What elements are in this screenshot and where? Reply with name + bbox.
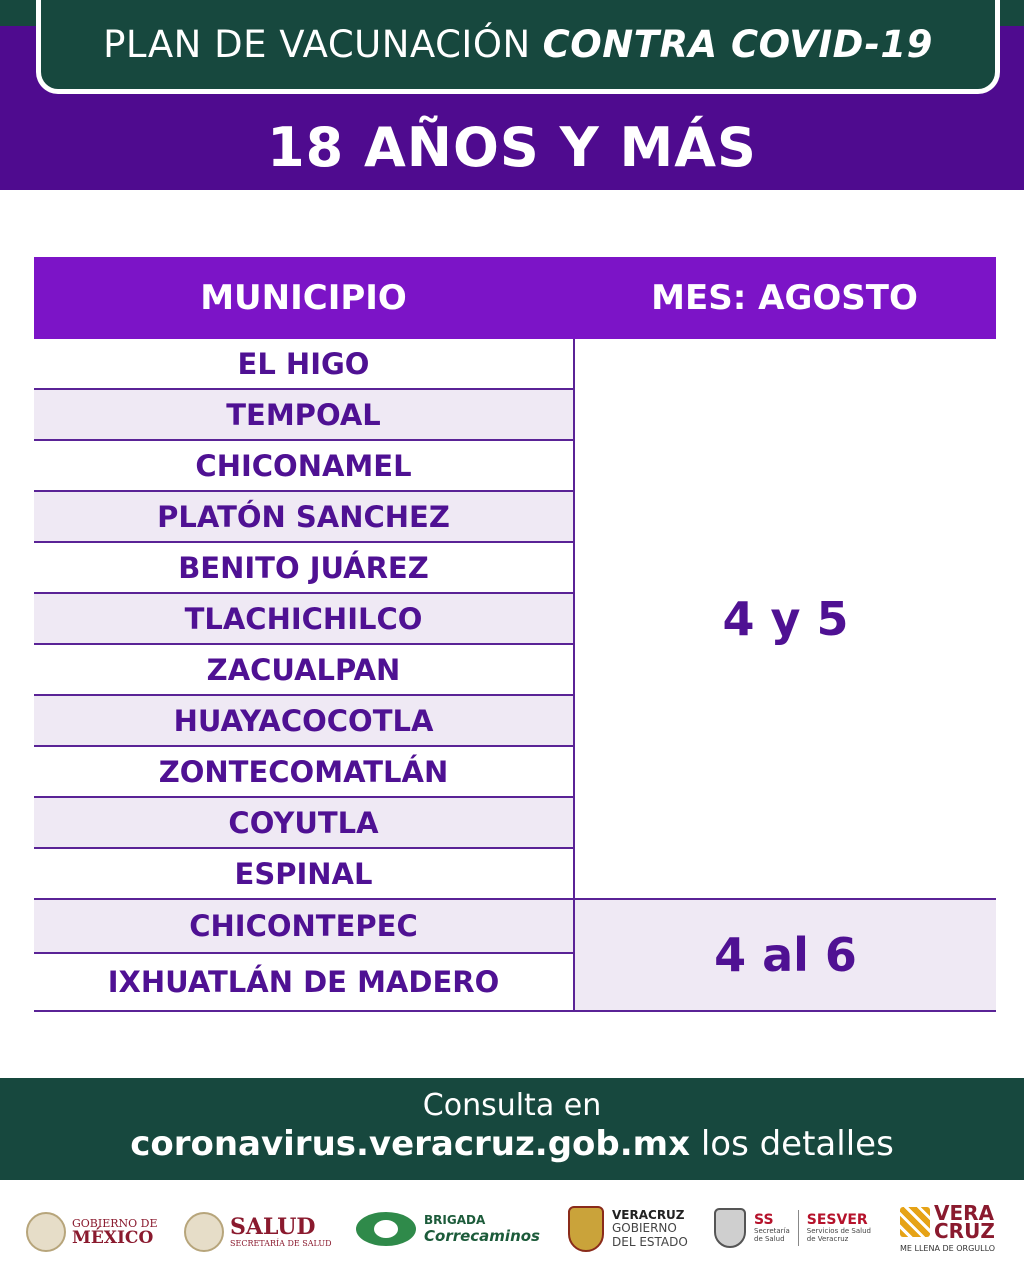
salud-logo [184, 1212, 332, 1252]
footer-line2 [0, 1124, 1024, 1164]
table-row: ESPINAL [34, 849, 573, 900]
brigada-line2: Correcaminos [424, 1227, 540, 1245]
brigada-correcaminos-logo [356, 1212, 540, 1246]
table-row: IXHUATLÁN DE MADERO [34, 954, 573, 1012]
veracruz-orgullo-logo [900, 1201, 996, 1253]
table-row: COYUTLA [34, 798, 573, 849]
title-tab [36, 0, 1000, 94]
table-row: HUAYACOCOTLA [34, 696, 573, 747]
footer-url[interactable]: coronavirus.veracruz.gob.mx [130, 1124, 691, 1164]
header-banner [0, 0, 1024, 190]
footer-line1: Consulta en [422, 1088, 602, 1123]
mes-column [573, 339, 996, 1012]
ss-line3: de Salud [754, 1235, 785, 1243]
table-row: ZONTECOMATLÁN [34, 747, 573, 798]
gobierno-line1: GOBIERNO DE [72, 1216, 158, 1230]
ss-sesver-logo [714, 1208, 871, 1248]
sesver-line1: SESVER [806, 1212, 868, 1229]
sesver-line3: de Veracruz [806, 1235, 849, 1243]
table-row: CHICONTEPEC [34, 900, 573, 954]
table-header [34, 257, 996, 339]
roadrunner-icon [356, 1212, 416, 1246]
table-row: TLACHICHILCO [34, 594, 573, 645]
vera-line2: CRUZ [934, 1219, 995, 1243]
table-row: ZACUALPAN [34, 645, 573, 696]
footer-suffix: los detalles [700, 1124, 894, 1164]
municipio-column [34, 339, 573, 1012]
dates-group-a: 4 y 5 [575, 339, 996, 900]
column-header-municipio: MUNICIPIO [200, 278, 407, 318]
salud-line2: SECRETARÍA DE SALUD [230, 1239, 332, 1249]
column-header-mes: MES: AGOSTO [651, 278, 918, 318]
title-light: PLAN DE VACUNACIÓN [103, 23, 531, 66]
logo-strip [0, 1190, 1024, 1280]
building-shield-icon [714, 1208, 746, 1248]
veracruz-gob-line1: VERACRUZ [612, 1208, 685, 1223]
table-row: CHICONAMEL [34, 441, 573, 492]
sesver-line2: Servicios de Salud [806, 1227, 871, 1236]
gobierno-mexico-logo [26, 1212, 158, 1252]
dates-group-b: 4 al 6 [575, 900, 996, 1012]
table-row: PLATÓN SANCHEZ [34, 492, 573, 543]
logo-divider [798, 1210, 799, 1246]
table-row: BENITO JUÁREZ [34, 543, 573, 594]
title-bold: CONTRA COVID-19 [542, 23, 933, 66]
veracruz-pattern-icon [900, 1207, 930, 1237]
eagle-seal-icon [26, 1212, 66, 1252]
brigada-line1: BRIGADA [424, 1213, 486, 1227]
vaccination-table [34, 257, 996, 1012]
table-row: EL HIGO [34, 339, 573, 390]
veracruz-gob-line2: GOBIERNO [612, 1221, 677, 1236]
vera-line1: VERA [934, 1201, 995, 1225]
ss-line1: SS [754, 1212, 774, 1229]
gobierno-line2: MÉXICO [72, 1227, 154, 1248]
table-body [34, 339, 996, 1012]
salud-line1: SALUD [230, 1213, 316, 1240]
ss-line2: Secretaría [754, 1227, 790, 1236]
vera-cruz-mark [900, 1201, 995, 1243]
footer-band [0, 1078, 1024, 1180]
vera-line3: ME LLENA DE ORGULLO [900, 1244, 996, 1253]
page-subtitle: 18 AÑOS Y MÁS [267, 115, 757, 179]
table-row: TEMPOAL [34, 390, 573, 441]
coat-of-arms-icon [568, 1206, 604, 1252]
veracruz-gob-line3: DEL ESTADO [612, 1234, 688, 1249]
veracruz-gobierno-logo [568, 1206, 688, 1252]
eagle-seal-icon [184, 1212, 224, 1252]
